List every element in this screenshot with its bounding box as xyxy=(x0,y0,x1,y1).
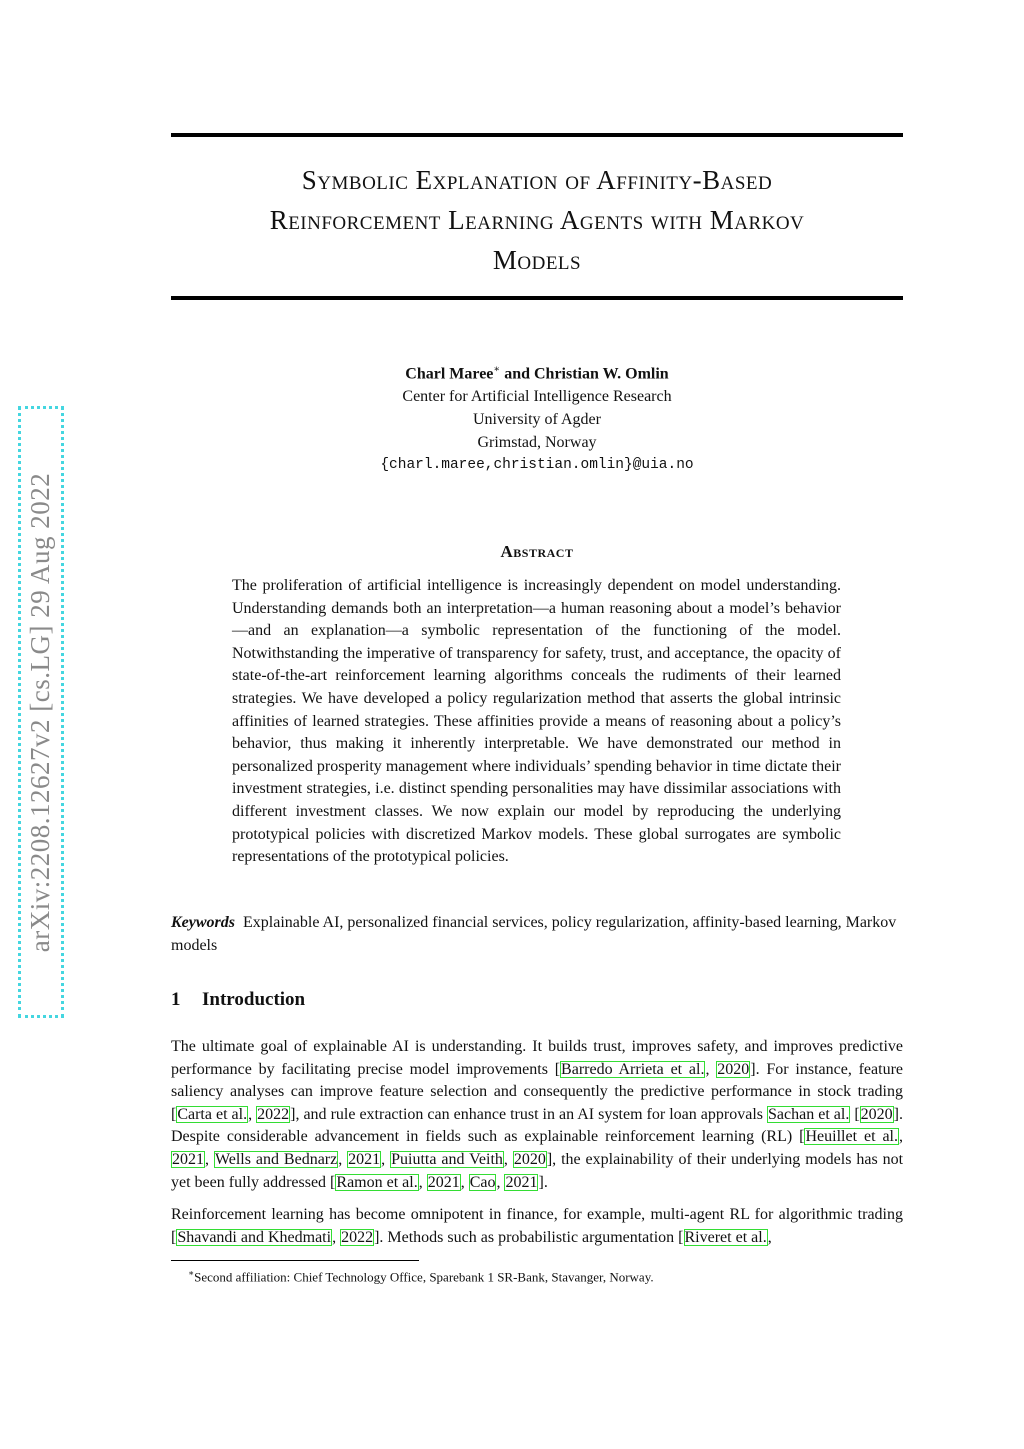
text-run: , xyxy=(767,1228,772,1246)
text-run: The ultimate goal of explainable AI is understanding. It builds trust, improves safety, and improves predictive performance by facilitating precise model improvements [ xyxy=(171,1038,903,1078)
paper-title xyxy=(171,160,903,280)
text-run: ]. Despite considerable advancement in fields such as explainable reinforcement learning (RL) [ xyxy=(171,1105,903,1146)
text-run: , xyxy=(899,1128,904,1146)
affiliation: Center for Artificial Intelligence Research xyxy=(402,388,672,406)
text-run: ], and rule extraction can enhance trust in an AI system for loan approvals xyxy=(290,1105,767,1123)
abstract-text: The proliferation of artificial intelligence is increasingly dependent on model understanding. Understanding demands both an interpretation—a human reasoning about a model’s behavior—and an explanation—a symbolic representation of the functioning of the model. Notwithstanding the imperative of transparency for safety, trust, and acceptance, the opacity of state-of-the-art reinforcement learning algorithms conceals the rudiments of their learned strategies. We have developed a policy regularization method that asserts the global intrinsic affinities of learned strategies. These affinities provide a means of reasoning about a policy’s behavior, thus making it inherently interpretable. We have demonstrated our method in personalized prosperity management where individuals’ spending behavior in time dictate their investment strategies, i.e. distinct spending personalities may have dissimilar associations with different investment classes. We now explain our model by reproducing the underlying prototypical policies with discretized Markov models. These global surrogates are symbolic representations of the prototypical policies. xyxy=(232,577,841,866)
footnote-mark: ∗ xyxy=(188,1268,195,1278)
text-run: , xyxy=(205,1150,214,1168)
arxiv-identifier[interactable] xyxy=(18,406,64,1018)
citation-link[interactable]: Sachan et al. xyxy=(768,1105,850,1123)
citation-link[interactable]: 2021 xyxy=(505,1173,538,1191)
text-run: [ xyxy=(850,1105,860,1123)
citation-link[interactable]: 2020 xyxy=(860,1105,893,1123)
text-run: , xyxy=(418,1173,427,1191)
author-names xyxy=(171,358,903,385)
citation-link[interactable]: Wells and Bednarz xyxy=(214,1150,338,1168)
author-2: and Christian W. Omlin xyxy=(500,365,669,383)
text-run: , xyxy=(381,1150,391,1168)
introduction-body xyxy=(171,1036,903,1259)
footnote-marker[interactable]: ∗ xyxy=(493,364,501,375)
text-run: , xyxy=(503,1150,513,1168)
citation-link[interactable]: 2022 xyxy=(257,1105,290,1123)
author-1: Charl Maree xyxy=(405,365,494,383)
citation-link[interactable]: Puiutta and Veith xyxy=(391,1150,503,1168)
citation-link[interactable]: 2021 xyxy=(172,1150,204,1168)
university: University of Agder xyxy=(473,411,601,429)
citation-link[interactable]: 2020 xyxy=(717,1060,750,1078)
abstract-heading: Abstract xyxy=(500,542,574,561)
footnote-text: Second affiliation: Chief Technology Office, Sparebank 1 SR-Bank, Stavanger, Norway. xyxy=(194,1269,654,1285)
title-rule-bottom xyxy=(171,296,903,300)
footnote-rule xyxy=(171,1260,419,1261)
text-run: Reinforcement learning has become omnipotent in finance, for example, multi-agent RL for algorithmic trading [ xyxy=(171,1206,903,1246)
citation-link[interactable]: Heuillet et al. xyxy=(805,1128,899,1146)
citation-link[interactable]: Cao xyxy=(469,1173,496,1191)
text-run: , xyxy=(248,1105,257,1123)
text-run: ]. xyxy=(538,1173,548,1191)
citation-link[interactable]: 2020 xyxy=(513,1150,546,1168)
keywords xyxy=(171,912,903,957)
citation-link[interactable]: Ramon et al. xyxy=(336,1173,418,1191)
text-run: , xyxy=(332,1228,341,1246)
section-heading xyxy=(171,989,903,1011)
text-run: ]. For instance, feature saliency analyses can improve feature selection and consequently the predictive performance in stock trading [ xyxy=(171,1060,904,1123)
text-run: , xyxy=(496,1173,505,1191)
text-run: , xyxy=(338,1150,348,1168)
section-title: Introduction xyxy=(202,989,306,1010)
text-run: ]. Methods such as probabilistic argumentation [ xyxy=(374,1228,684,1246)
footnote xyxy=(188,1265,903,1285)
keywords-label: Keywords xyxy=(171,914,235,931)
title-rule-top xyxy=(171,133,903,137)
intro-paragraph-2 xyxy=(171,1204,903,1249)
citation-link[interactable]: 2021 xyxy=(348,1150,381,1168)
location: Grimstad, Norway xyxy=(477,434,597,452)
citation-link[interactable]: Riveret et al. xyxy=(684,1228,767,1246)
citation-link[interactable]: 2021 xyxy=(427,1173,460,1191)
title-line: Symbolic Explanation of Affinity-Based xyxy=(301,165,773,195)
citation-link[interactable]: 2022 xyxy=(341,1228,374,1246)
author-block xyxy=(171,358,903,477)
keywords-text: Explainable AI, personalized financial services, policy regularization, affinity-based learning, Markov models xyxy=(171,914,897,954)
intro-paragraph-1 xyxy=(171,1036,903,1194)
title-line: Models xyxy=(492,245,582,275)
text-run: , xyxy=(460,1173,469,1191)
text-run: ], the explainability of their underlying models has not yet been fully addressed [ xyxy=(171,1150,904,1191)
arxiv-id-text: arXiv:2208.12627v2 [cs.LG] 29 Aug 2022 xyxy=(25,472,56,952)
citation-link[interactable]: Carta et al. xyxy=(177,1105,248,1123)
title-line: Reinforcement Learning Agents with Markov xyxy=(269,205,805,235)
author-email: {charl.maree,christian.omlin}@uia.no xyxy=(380,457,694,474)
citation-link[interactable]: Barredo Arrieta et al. xyxy=(561,1060,705,1078)
text-run: , xyxy=(705,1060,717,1078)
section-number: 1 xyxy=(171,989,181,1010)
citation-link[interactable]: Shavandi and Khedmati xyxy=(177,1228,332,1246)
